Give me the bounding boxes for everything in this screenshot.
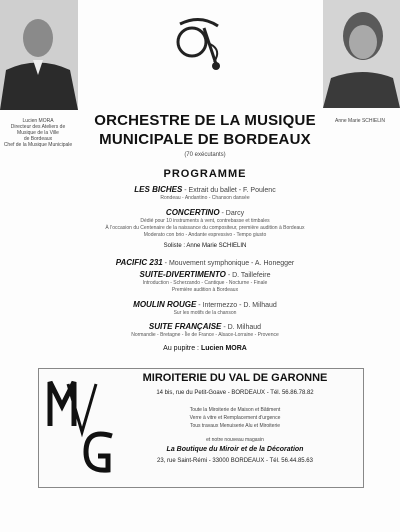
work-suite-divertimento — [40, 270, 370, 280]
work-les-biches — [40, 185, 370, 195]
conductor-line — [80, 345, 330, 352]
work-composer: - Darcy — [221, 210, 245, 217]
ad-line: Verre à vitre et Remplacement d'urgence — [189, 415, 281, 421]
pupitre-name: Lucien MORA — [200, 345, 247, 352]
soloist-caption — [320, 118, 400, 124]
work-composer: - D. Taillefeire — [227, 272, 271, 279]
work-details: À l'occasion du Centenaire de la naissance du compositeur, première audition à Bordeaux — [105, 225, 305, 231]
pupitre-label: Au pupitre : — [163, 345, 199, 352]
work-details: Rondeau - Andantino - Chanson dansée — [160, 195, 250, 201]
work-composer: - Extrait du ballet - F. Poulenc — [184, 187, 276, 194]
work-concertino — [40, 208, 370, 218]
mvg-logo-icon — [46, 376, 118, 476]
caption-line: Chef de la Musique Municipale — [3, 142, 73, 148]
musicians-count: (70 exécutants) — [184, 152, 226, 158]
ad-line: Toute la Miroiterie de Maison et Bâtiment — [189, 407, 281, 413]
soloist-line: Soliste : Anne Marie SCHIELIN — [163, 243, 247, 249]
work-title: LES BICHES — [134, 185, 183, 194]
conductor-caption — [2, 118, 74, 148]
caption-line: Anne Marie SCHIELIN — [334, 118, 386, 124]
work-details: Première audition à Bordeaux — [171, 287, 239, 293]
work-composer: - Mouvement symphonique - A. Honegger — [164, 260, 295, 267]
ad-title: MIROITERIE DU VAL DE GARONNE — [142, 372, 328, 384]
page-title-line-1: ORCHESTRE DE LA MUSIQUE — [94, 112, 316, 129]
ad-line: Tous travaux Menuiserie Alu et Miroiterie — [189, 423, 281, 429]
music-emblem-icon — [170, 14, 228, 74]
work-composer: - Intermezzo - D. Milhaud — [198, 302, 277, 309]
work-title: CONCERTINO — [165, 208, 220, 217]
caption-line: de Bordeaux — [23, 136, 53, 142]
ad-boutique: La Boutique du Miroir et de la Décoration — [166, 446, 304, 453]
work-title: MOULIN ROUGE — [133, 300, 197, 309]
ad-line: et notre nouveau magasin — [206, 437, 264, 443]
conductor-photo — [0, 0, 78, 110]
work-suite-francaise — [40, 322, 370, 332]
caption-line: Directeur des Ateliers de — [10, 124, 66, 130]
work-details: Moderato con brio - Andante espressivo - Tempo giusto — [143, 232, 267, 238]
ad-address-2: 23, rue Saint-Rémi - 33000 BORDEAUX - Tél. 56.44.85.63 — [157, 458, 313, 464]
work-title: SUITE FRANÇAISE — [148, 322, 222, 331]
work-composer: - D. Milhaud — [223, 324, 262, 331]
page-title-line-2: MUNICIPALE DE BORDEAUX — [99, 131, 311, 148]
soloist-photo — [323, 0, 400, 108]
work-pacific — [40, 258, 370, 268]
work-details: Sur les motifs de la chanson — [173, 310, 237, 316]
work-details: Introduction - Scherzando - Cantique - Nocturne - Finale — [142, 280, 268, 286]
ad-address: 14 bis, rue du Petit-Goave - BORDEAUX - Tél. 56.86.78.82 — [156, 390, 314, 396]
work-moulin-rouge — [40, 300, 370, 310]
programme-heading: PROGRAMME — [163, 168, 247, 180]
work-details: Dédié pour 10 instruments à vent, contrebasse et timbales — [140, 218, 270, 224]
work-title: SUITE-DIVERTIMENTO — [139, 270, 226, 279]
work-details: Normandie - Bretagne - Île de France - Alsace-Lorraine - Provence — [131, 332, 279, 338]
caption-line: Musique de la Ville — [17, 130, 59, 136]
caption-line: Lucien MORA — [22, 118, 54, 124]
work-title: PACIFIC 231 — [115, 258, 163, 267]
